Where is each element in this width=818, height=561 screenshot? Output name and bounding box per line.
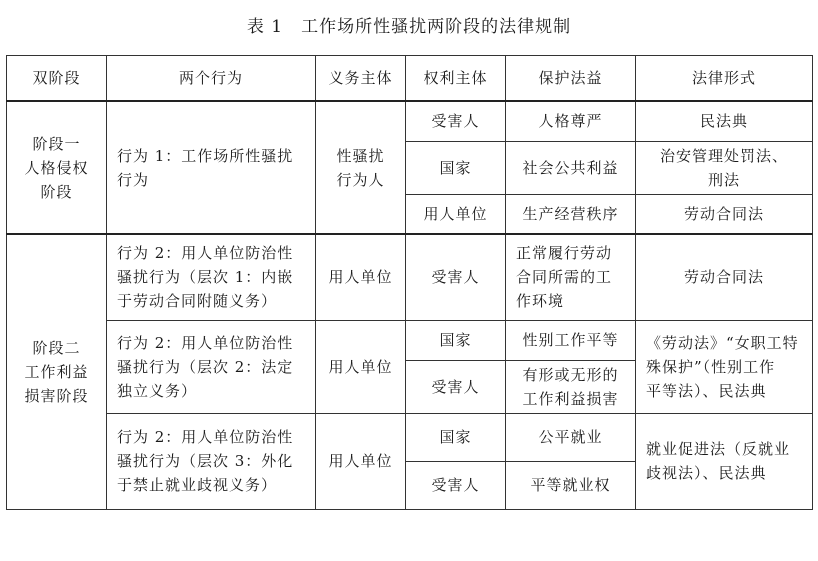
- legal-regulation-table: [6, 55, 813, 510]
- header-legal-form: 法律形式: [636, 56, 813, 102]
- stage2-behavior-level2: 行为 2：用人单位防治性 骚扰行为（层次 2：法定 独立义务）: [107, 320, 316, 413]
- header-duty-subject: 义务主体: [316, 56, 406, 102]
- protected-interest-cell: 有形或无形的 工作利益损害: [506, 360, 636, 413]
- legal-form-cell: 民法典: [636, 101, 813, 141]
- rights-subject-cell: 用人单位: [406, 194, 506, 234]
- stage2-duty-subject: 用人单位: [316, 320, 406, 413]
- protected-interest-cell: 性别工作平等: [506, 320, 636, 360]
- legal-form-cell: 劳动合同法: [636, 234, 813, 320]
- header-behavior: 两个行为: [107, 56, 316, 102]
- rights-subject-cell: 国家: [406, 320, 506, 360]
- stage2-duty-subject: 用人单位: [316, 413, 406, 509]
- rights-subject-cell: 受害人: [406, 360, 506, 413]
- protected-interest-cell: 生产经营秩序: [506, 194, 636, 234]
- table-caption: 表 1 工作场所性骚扰两阶段的法律规制: [246, 17, 572, 37]
- legal-form-cell: 治安管理处罚法、 刑法: [636, 141, 813, 194]
- stage2-behavior-level3: 行为 2：用人单位防治性 骚扰行为（层次 3：外化 于禁止就业歧视义务）: [107, 413, 316, 509]
- protected-interest-cell: 正常履行劳动 合同所需的工 作环境: [506, 234, 636, 320]
- table-header: [7, 56, 813, 102]
- stage1-behavior: 行为 1：工作场所性骚扰 行为: [107, 101, 316, 234]
- protected-interest-cell: 人格尊严: [506, 101, 636, 141]
- protected-interest-cell: 平等就业权: [506, 461, 636, 509]
- rights-subject-cell: 国家: [406, 413, 506, 461]
- table-row: [7, 320, 813, 360]
- rights-subject-cell: 受害人: [406, 101, 506, 141]
- legal-form-cell: 《劳动法》“女职工特 殊保护”（性别工作 平等法）、民法典: [636, 320, 813, 413]
- stage2-duty-subject: 用人单位: [316, 234, 406, 320]
- table-row: [7, 101, 813, 141]
- protected-interest-cell: 公平就业: [506, 413, 636, 461]
- table-row: [7, 234, 813, 320]
- legal-form-cell: 就业促进法（反就业 歧视法）、民法典: [636, 413, 813, 509]
- header-rights-subject: 权利主体: [406, 56, 506, 102]
- rights-subject-cell: 国家: [406, 141, 506, 194]
- stage2-behavior-level1: 行为 2：用人单位防治性 骚扰行为（层次 1：内嵌 于劳动合同附随义务）: [107, 234, 316, 320]
- rights-subject-cell: 受害人: [406, 234, 506, 320]
- stage1-label: 阶段一 人格侵权 阶段: [7, 101, 107, 234]
- rights-subject-cell: 受害人: [406, 461, 506, 509]
- table-row: [7, 413, 813, 461]
- legal-form-cell: 劳动合同法: [636, 194, 813, 234]
- stage1-duty-subject: 性骚扰 行为人: [316, 101, 406, 234]
- header-protected-interest: 保护法益: [506, 56, 636, 102]
- protected-interest-cell: 社会公共利益: [506, 141, 636, 194]
- stage2-label: 阶段二 工作利益 损害阶段: [7, 234, 107, 509]
- header-stage: 双阶段: [7, 56, 107, 102]
